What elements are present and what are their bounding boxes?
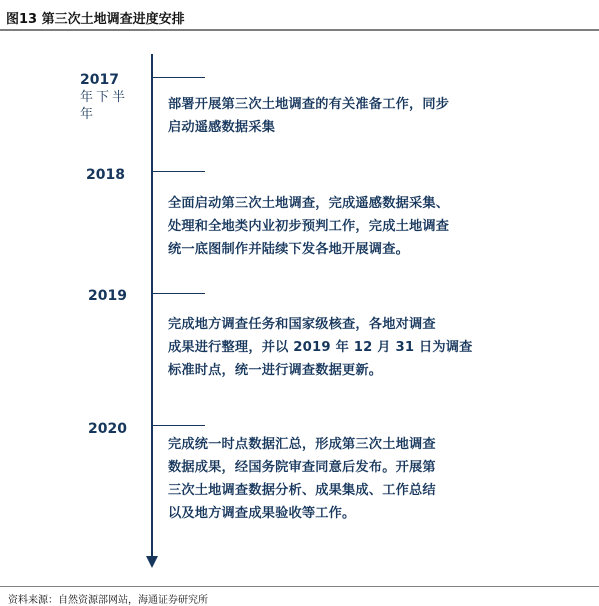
timeline-description-2017 <box>168 93 548 139</box>
timeline-tick <box>153 293 205 294</box>
description-line: 完成地方调查任务和国家级核查，各地对调查 <box>168 317 436 332</box>
year-sub-label: 年下半年 <box>80 90 129 122</box>
timeline-tick <box>153 425 205 426</box>
timeline-year-2017 <box>80 72 140 123</box>
description-line: 部署开展第三次土地调查的有关准备工作，同步 <box>168 97 450 112</box>
year-label: 2018 <box>86 167 125 183</box>
bottom-rule <box>0 586 599 587</box>
description-line: 启动遥感数据采集 <box>168 120 276 135</box>
description-line: 处理和全地类内业初步预判工作，完成土地调查 <box>168 219 450 234</box>
timeline-year-2019 <box>88 288 127 305</box>
description-line: 成果进行整理，并以 2019 年 12 月 31 日为调查 <box>168 340 473 355</box>
top-rule <box>0 29 599 31</box>
description-line: 标准时点，统一进行调查数据更新。 <box>168 363 383 378</box>
timeline-axis <box>151 54 153 560</box>
timeline-tick <box>153 77 205 78</box>
timeline-year-2020 <box>88 421 127 438</box>
figure-title: 图13 第三次土地调查进度安排 <box>6 12 185 27</box>
description-line: 完成统一时点数据汇总，形成第三次土地调查 <box>168 437 436 452</box>
timeline-description-2018 <box>168 192 548 261</box>
description-line: 数据成果，经国务院审查同意后发布。开展第 <box>168 460 436 475</box>
timeline-tick <box>153 171 205 172</box>
timeline-arrow-icon <box>146 556 158 568</box>
year-label: 2019 <box>88 288 127 304</box>
description-line: 三次土地调查数据分析、成果集成、工作总结 <box>168 483 436 498</box>
year-label: 2017 <box>80 72 119 88</box>
description-line: 以及地方调查成果验收等工作。 <box>168 506 356 521</box>
timeline-year-2018 <box>86 167 125 184</box>
description-line: 统一底图制作并陆续下发各地开展调查。 <box>168 242 409 257</box>
timeline-description-2020 <box>168 433 548 525</box>
description-line: 全面启动第三次土地调查，完成遥感数据采集、 <box>168 196 450 211</box>
year-label: 2020 <box>88 421 127 437</box>
timeline-description-2019 <box>168 313 548 382</box>
source-note: 资料来源：自然资源部网站，海通证券研究所 <box>8 595 208 606</box>
